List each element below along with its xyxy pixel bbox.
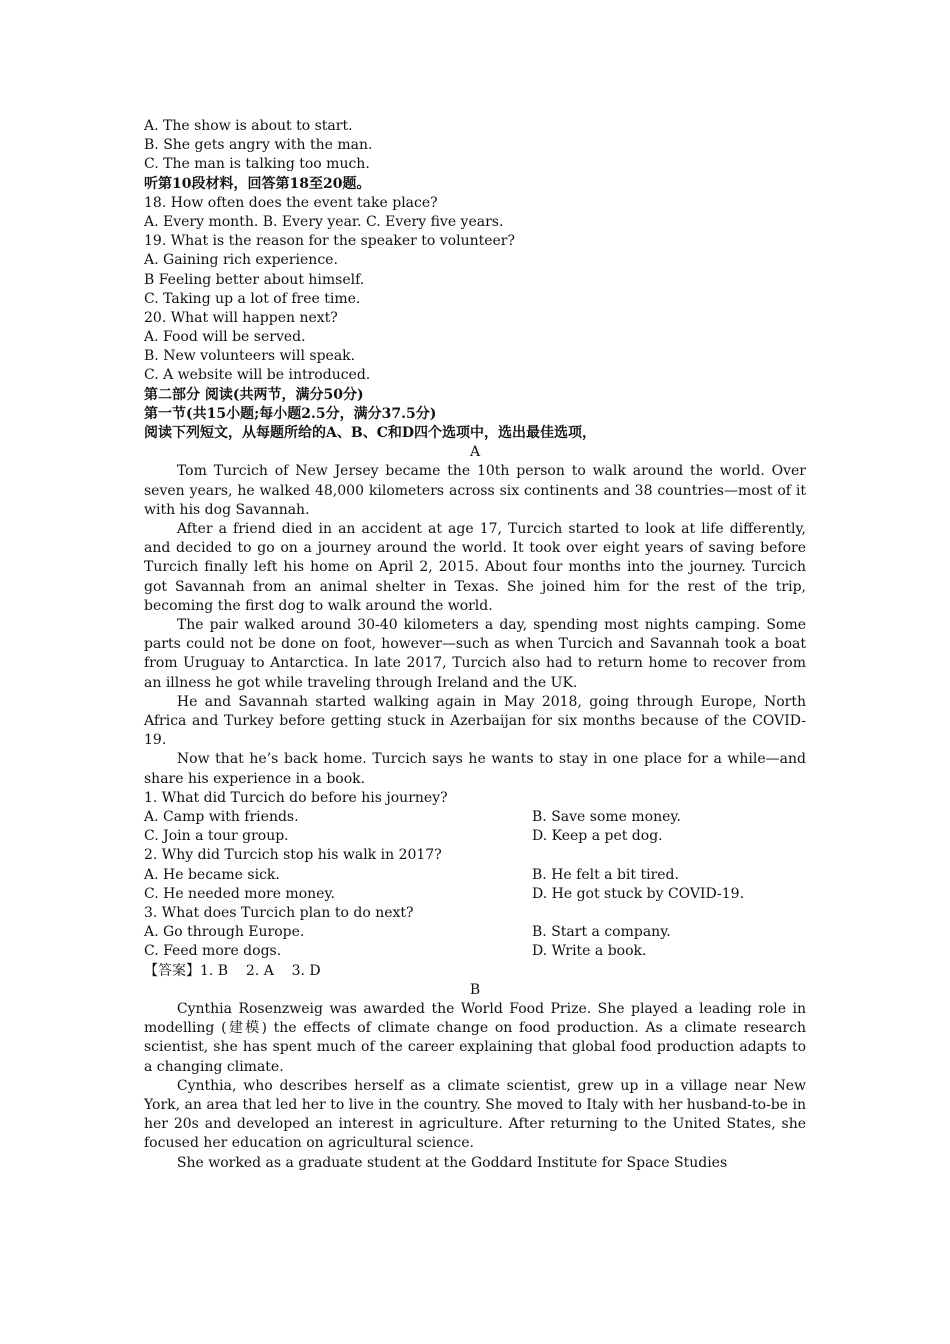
passage-b-label: B: [469, 981, 481, 998]
question-3-options-row2: [144, 942, 806, 961]
passage-b-paragraph-3: She worked as a graduate student at the Goddard Institute for Space Studies: [176, 1154, 728, 1171]
option-line: B. New volunteers will speak.: [144, 348, 356, 365]
question-1-options-row1: [144, 808, 806, 827]
passage-a-paragraph-5: Now that he’s back home. Turcich says he wants to stay in one place for a while—and share his experience in a book.: [144, 751, 806, 787]
option-a: A. Go through Europe.: [144, 924, 305, 941]
question-20: 20. What will happen next?: [144, 309, 338, 326]
option-line: A. Food will be served.: [144, 329, 306, 346]
option-d: D. Keep a pet dog.: [532, 828, 663, 845]
question-19: 19. What is the reason for the speaker to volunteer?: [144, 233, 516, 250]
option-a: A. He became sick.: [144, 866, 280, 883]
passage-a-paragraph-3: The pair walked around 30-40 kilometers a day, spending most nights camping. Some parts could not be done on foot, however—such as when Turcich and Savannah took a boat from Uruguay to Antarctica. In late 2017, Turcich also had to return home to recover from an illness he got while traveling through Ireland and the UK.: [144, 617, 806, 691]
reading-instruction: 阅读下列短文，从每题所给的A、B、C和D四个选项中，选出最佳选项，: [144, 425, 596, 441]
option-c: C. He needed more money.: [144, 885, 335, 902]
passage-b-paragraph-1: Cynthia Rosenzweig was awarded the World Food Prize. She played a leading role in modelling (建模) the effects of climate change on food production. As a climate research scientist, she has spent much of the career explaining that global food production adapts to a changing climate.: [144, 1000, 806, 1075]
option-line: C. A website will be introduced.: [144, 367, 371, 384]
option-line: C. Taking up a lot of free time.: [144, 290, 361, 307]
passage-a-paragraph-1: Tom Turcich of New Jersey became the 10th person to walk around the world. Over seven years, he walked 48,000 kilometers across six continents and 38 countries—most of it with his dog Savannah.: [144, 463, 806, 518]
option-a: A. Camp with friends.: [144, 809, 299, 826]
document-page: [144, 117, 806, 1173]
question-2-options-row2: [144, 885, 806, 904]
passage-a-paragraph-2: After a friend died in an accident at age 17, Turcich started to look at life differently, and decided to go on a journey around the world. It took over eight years of saving before Turcich finally left his home on April 2, 2015. About four months into the journey. Turcich got Savannah from an animal shelter in Texas. She joined him for the rest of the trip, becoming the first dog to walk around the world.: [144, 520, 806, 614]
option-line: B Feeling better about himself.: [144, 271, 365, 288]
answer-key: 【答案】1. B 2. A 3. D: [144, 962, 321, 979]
option-c: C. Feed more dogs.: [144, 943, 282, 960]
question-2: 2. Why did Turcich stop his walk in 2017?: [144, 847, 442, 864]
part2-heading: 第二部分 阅读(共两节，满分50分): [144, 386, 364, 403]
option-b: B. He felt a bit tired.: [532, 866, 679, 883]
passage-a-paragraph-4: He and Savannah started walking again in May 2018, going through Europe, North Africa and Turkey before getting stuck in Azerbaijan for six months because of the COVID-19.: [144, 693, 806, 749]
option-d: D. He got stuck by COVID-19.: [532, 885, 745, 902]
option-d: D. Write a book.: [532, 943, 647, 960]
question-2-options-row1: [144, 866, 806, 885]
question-3: 3. What does Turcich plan to do next?: [144, 904, 414, 921]
option-c: C. Join a tour group.: [144, 828, 289, 845]
question-18-options: A. Every month. B. Every year. C. Every five years.: [144, 213, 504, 230]
question-3-options-row1: [144, 923, 806, 942]
question-18: 18. How often does the event take place?: [144, 194, 438, 211]
option-b: B. Start a company.: [532, 924, 671, 941]
option-line: C. The man is talking too much.: [144, 156, 370, 173]
section1-heading: 第一节(共15小题;每小题2.5分，满分37.5分): [144, 405, 437, 422]
option-line: A. Gaining rich experience.: [144, 252, 338, 269]
option-line: A. The show is about to start.: [144, 118, 353, 134]
question-1: 1. What did Turcich do before his journey?: [144, 789, 448, 806]
passage-b-paragraph-2: Cynthia, who describes herself as a climate scientist, grew up in a village near New York, an area that led her to live in the country. She moved to Italy with her husband-to-be in her 20s and developed an interest in agriculture. After returning to the United States, she focused her education on agricultural science.: [144, 1077, 806, 1152]
option-line: B. She gets angry with the man.: [144, 137, 373, 154]
section10-heading: 听第10段材料，回答第18至20题。: [144, 175, 371, 192]
passage-a-label: A: [469, 444, 481, 461]
question-1-options-row2: [144, 827, 806, 846]
option-b: B. Save some money.: [532, 809, 681, 826]
